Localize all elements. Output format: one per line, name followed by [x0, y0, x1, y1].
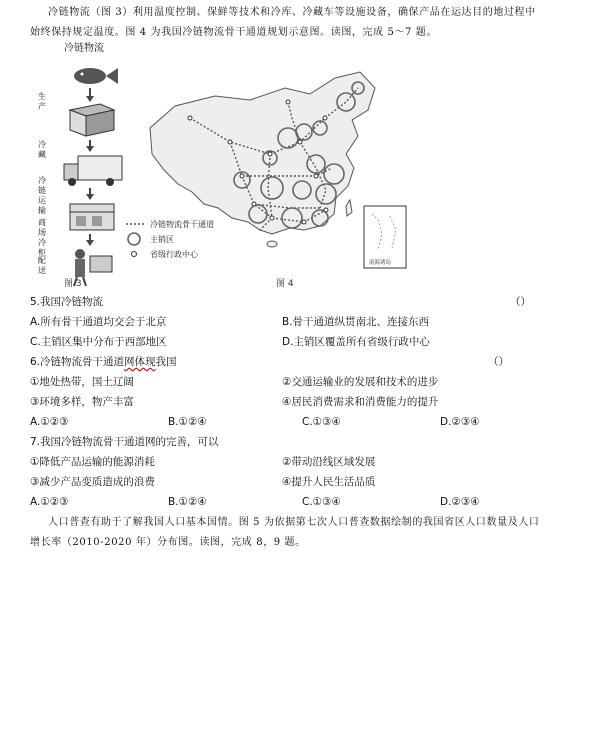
figure-3-caption: 图 3	[64, 279, 82, 289]
legend-provincial-center-symbol	[132, 252, 137, 257]
arrow-down-icon	[86, 140, 94, 152]
china-outline	[150, 72, 375, 234]
arrow-down-icon	[86, 188, 94, 200]
q6-item-4: ④居民消费需求和消费能力的提升	[282, 396, 439, 408]
refrigerated-truck-icon	[64, 156, 122, 186]
q6-item-1: ①地处热带，国土辽阔	[30, 376, 134, 388]
q7-option-a[interactable]: A.①②③	[30, 496, 69, 508]
legend-provincial-center-label: 省级行政中心	[150, 250, 198, 259]
cold-storage-icon	[70, 104, 114, 136]
south-sea-inset	[364, 206, 406, 268]
question-7-stem: 7.我国冷链物流骨干通道网的完善，可以	[30, 436, 219, 448]
map-legend	[126, 219, 214, 259]
taiwan-island	[346, 200, 352, 216]
intro-line-2: 始终保持规定温度。图 4 为我国冷链物流骨干通道规划示意图。读图，完成 5～7 题。	[30, 27, 438, 38]
q7-item-3: ③减少产品变质造成的浪费	[30, 476, 155, 488]
q7-item-4: ④提升人民生活品质	[282, 476, 376, 488]
q7-option-d[interactable]: D.②③④	[440, 496, 480, 508]
hainan-island	[267, 241, 277, 247]
figure-3	[30, 40, 130, 285]
outro-line-2: 增长率（2010-2020 年）分布图。读图，完成 8，9 题。	[30, 537, 306, 548]
q6-stem-prefix: 6.冷链物流骨干通道	[30, 356, 125, 368]
q7-option-c[interactable]: C.①③④	[302, 496, 341, 508]
figure-3-title: 冷链物流	[64, 43, 104, 54]
store-freezer-icon	[70, 204, 114, 230]
question-6-paren: （）	[488, 356, 509, 368]
step-label-production: 生产	[38, 92, 46, 111]
q6-option-a[interactable]: A.①②③	[30, 416, 69, 428]
step-label-delivery: 配送	[38, 256, 46, 275]
figure-4	[120, 58, 410, 273]
q6-stem-marked: 网体现	[124, 356, 156, 368]
q6-option-d[interactable]: D.②③④	[440, 416, 480, 428]
q7-item-1: ①降低产品运输的能源消耗	[30, 456, 155, 468]
question-6-stem	[30, 355, 177, 369]
step-label-cold-transport: 冷链运输	[38, 176, 46, 215]
q6-option-b[interactable]: B.①②④	[168, 416, 207, 428]
legend-main-sales-label: 主销区	[150, 235, 174, 244]
q5-option-c[interactable]: C.主销区集中分布于西部地区	[30, 336, 167, 348]
intro-line-1: 冷链物流（图 3）利用温度控制、保鲜等技术和冷库、冷藏车等设施设备，确保产品在运达目的地过程中	[48, 7, 536, 18]
q7-item-2: ②带动沿线区域发展	[282, 456, 376, 468]
step-label-cold-storage: 冷藏	[38, 140, 46, 159]
outro-line-1: 人口普查有助于了解我国人口基本国情。图 5 为依据第七次人口普查数据绘制的我国省区人口数量及人口	[48, 517, 540, 528]
question-5-paren: （）	[510, 296, 531, 308]
q5-option-b[interactable]: B.骨干通道纵贯南北、连接东西	[282, 316, 430, 328]
q5-option-a[interactable]: A.所有骨干通道均交会于北京	[30, 316, 167, 328]
arrow-down-icon	[86, 88, 94, 102]
q5-option-d[interactable]: D.主销区覆盖所有省级行政中心	[282, 336, 430, 348]
inset-label: 南海诸岛	[369, 260, 392, 266]
legend-corridor-label: 冷链物流骨干通道	[150, 220, 214, 229]
q6-stem-suffix: 我国	[155, 356, 177, 368]
legend-main-sales-symbol	[128, 233, 140, 245]
q7-option-b[interactable]: B.①②④	[168, 496, 207, 508]
figure-4-caption: 图 4	[276, 279, 294, 289]
fish-icon	[74, 68, 118, 84]
figure-4-map	[120, 58, 410, 273]
arrow-down-icon	[86, 234, 94, 246]
step-label-store-freezer: 商场冷柜	[38, 218, 46, 257]
question-5-stem: 5.我国冷链物流	[30, 296, 104, 308]
q6-option-c[interactable]: C.①③④	[302, 416, 341, 428]
q6-item-3: ③环境多样，物产丰富	[30, 396, 134, 408]
q6-item-2: ②交通运输业的发展和技术的进步	[282, 376, 439, 388]
